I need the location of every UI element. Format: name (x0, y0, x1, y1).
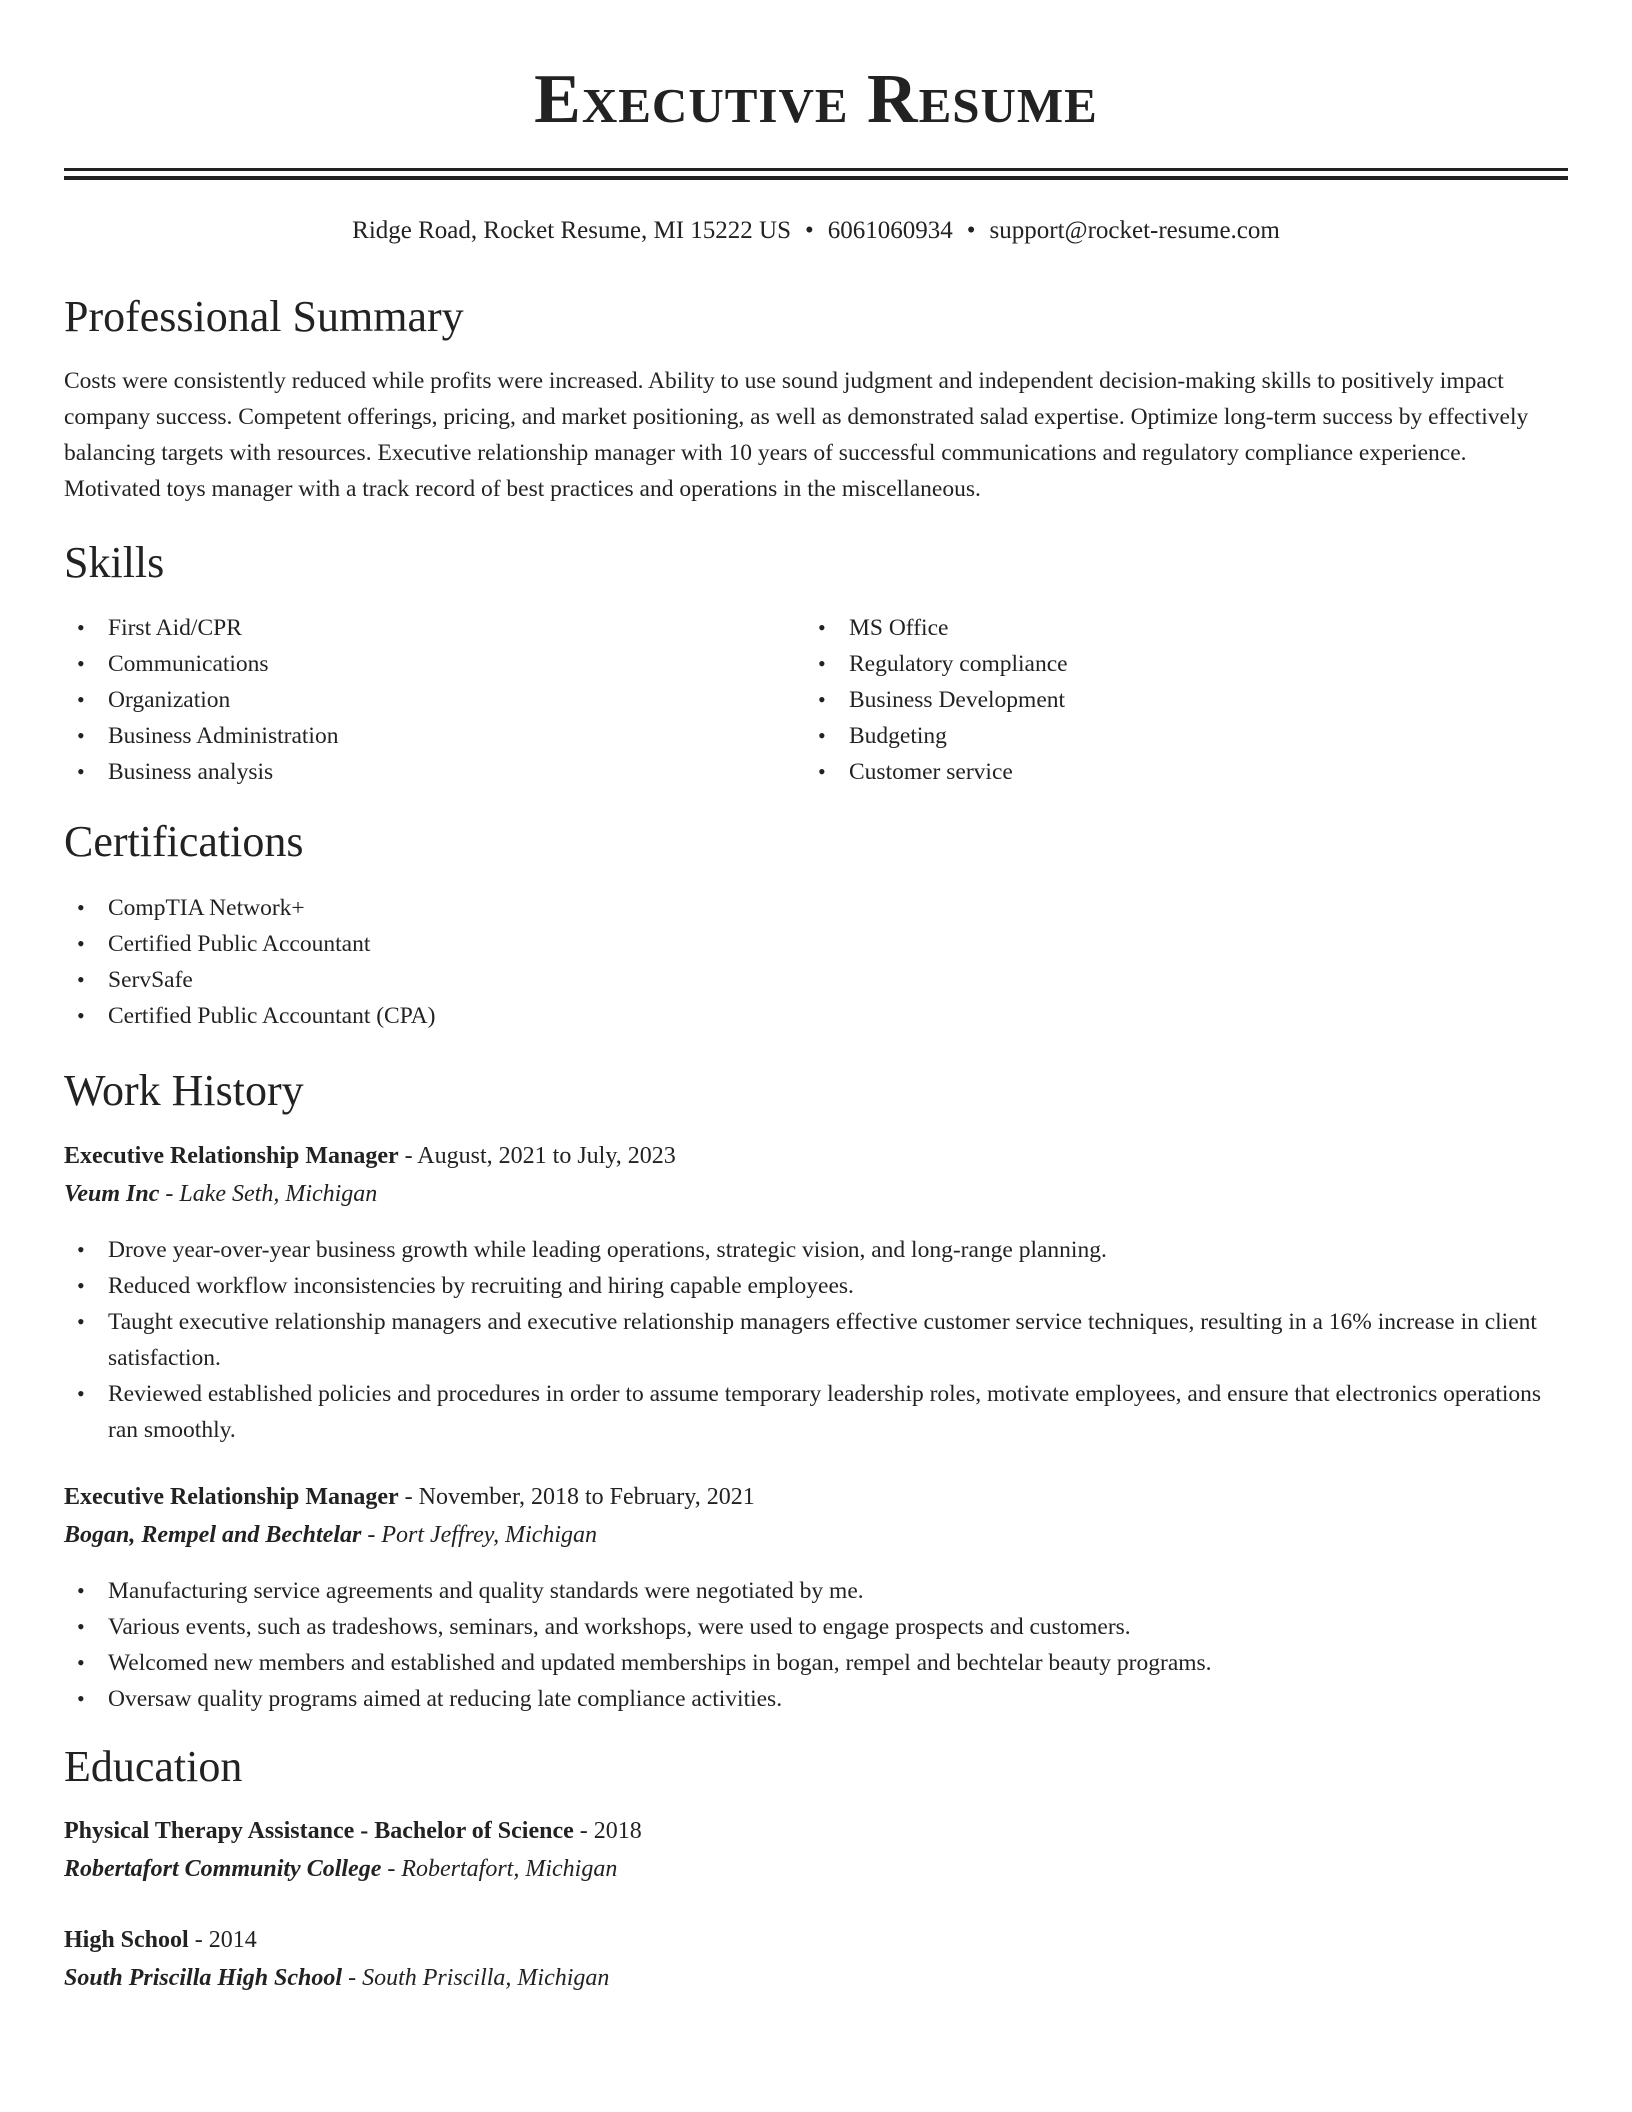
summary-text: Costs were consistently reduced while profits were increased. Ability to use sound judgment and independent decision-making skills to positively impact company success. Competent offerings, pricing, and market positioning, as well as demonstrated salad expertise. Optimize long-term success by effectively balancing targets with resources. Executive relationship manager with 10 years of successful communications and regulatory compliance experience. Motivated toys manager with a track record of best practices and operations in the miscellaneous. (64, 368, 1529, 502)
job-title-line (64, 1478, 1568, 1516)
job-title: Executive Relationship Manager (64, 1484, 399, 1510)
resume-title: Executive Resume (534, 61, 1098, 138)
job-bullet: • Drove year-over-year business growth while leading operations, strategic vision, and long-range planning. (64, 1232, 1568, 1268)
contact-separator: • (966, 217, 976, 244)
job-bullets (64, 1232, 1568, 1448)
skill-item: • Business Development (805, 682, 1505, 718)
job-bullet: • Taught executive relationship managers and executive relationship managers effective customer service techniques, resulting in a 16% increase in client satisfaction. (64, 1304, 1568, 1376)
education-school: Robertafort Community College (64, 1856, 382, 1882)
education-heading: Education (64, 1742, 243, 1791)
education-entry (64, 1921, 1568, 1997)
contact-address: Ridge Road, Rocket Resume, MI 15222 US (352, 217, 792, 244)
job-company: Bogan, Rempel and Bechtelar (64, 1522, 362, 1548)
summary-heading: Professional Summary (64, 292, 464, 341)
certification-item: • ServSafe (64, 962, 1568, 998)
skill-item: • Regulatory compliance (805, 646, 1505, 682)
job-entry (64, 1137, 1568, 1213)
work-history-heading: Work History (64, 1066, 304, 1115)
job-location: - Port Jeffrey, Michigan (361, 1522, 598, 1548)
job-entry (64, 1478, 1568, 1554)
job-bullets (64, 1573, 1568, 1717)
education-degree-line (64, 1812, 1568, 1850)
skill-item: • Budgeting (805, 718, 1505, 754)
education-location: - Robertafort, Michigan (381, 1856, 618, 1882)
job-title: Executive Relationship Manager (64, 1143, 399, 1169)
certification-item: • Certified Public Accountant (64, 926, 1568, 962)
skill-item: • MS Office (805, 610, 1505, 646)
job-bullet: • Oversaw quality programs aimed at reducing late compliance activities. (64, 1681, 1568, 1717)
contact-phone: 6061060934 (827, 217, 953, 244)
skill-item: • Customer service (805, 754, 1505, 790)
skill-item: • Business analysis (64, 754, 764, 790)
job-location: - Lake Seth, Michigan (159, 1181, 378, 1207)
certifications-list (64, 890, 1568, 1034)
education-entry (64, 1812, 1568, 1888)
education-year: - 2014 (188, 1927, 257, 1953)
title-divider-bottom (64, 176, 1568, 180)
education-location: - South Priscilla, Michigan (342, 1965, 610, 1991)
job-company-line (64, 1175, 1568, 1213)
certification-item: • CompTIA Network+ (64, 890, 1568, 926)
job-bullet: • Reduced workflow inconsistencies by recruiting and hiring capable employees. (64, 1268, 1568, 1304)
job-company: Veum Inc (64, 1181, 160, 1207)
title-divider-top (64, 168, 1568, 171)
job-title-line (64, 1137, 1568, 1175)
skills-heading: Skills (64, 538, 165, 587)
education-school-line (64, 1959, 1568, 1997)
summary-section (64, 363, 1568, 507)
job-dates: - November, 2018 to February, 2021 (398, 1484, 755, 1510)
skill-item: • First Aid/CPR (64, 610, 764, 646)
education-school: South Priscilla High School (64, 1965, 343, 1991)
skill-item: • Business Administration (64, 718, 764, 754)
contact-separator: • (805, 217, 814, 244)
skill-item: • Communications (64, 646, 764, 682)
job-bullet: • Reviewed established policies and procedures in order to assume temporary leadership roles, motivate employees, and ensure that electronics operations ran smoothly. (64, 1376, 1568, 1448)
education-year: - 2018 (573, 1818, 642, 1844)
job-bullet: • Various events, such as tradeshows, seminars, and workshops, were used to engage prospects and customers. (64, 1609, 1568, 1645)
education-degree: Physical Therapy Assistance - Bachelor of Science (64, 1818, 574, 1844)
certifications-heading: Certifications (64, 817, 304, 866)
certification-item: • Certified Public Accountant (CPA) (64, 998, 1568, 1034)
education-degree-line (64, 1921, 1568, 1959)
job-bullet: • Manufacturing service agreements and quality standards were negotiated by me. (64, 1573, 1568, 1609)
education-degree: High School (64, 1927, 189, 1953)
job-bullet: • Welcomed new members and established and updated memberships in bogan, rempel and bechtelar beauty programs. (64, 1645, 1568, 1681)
skills-list-left (64, 610, 764, 790)
job-company-line (64, 1516, 1568, 1554)
job-dates: - August, 2021 to July, 2023 (398, 1143, 676, 1169)
skill-item: • Organization (64, 682, 764, 718)
contact-email: support@rocket-resume.com (989, 217, 1280, 244)
contact-line (0, 214, 1632, 248)
skills-list-right (805, 610, 1505, 790)
education-school-line (64, 1850, 1568, 1888)
